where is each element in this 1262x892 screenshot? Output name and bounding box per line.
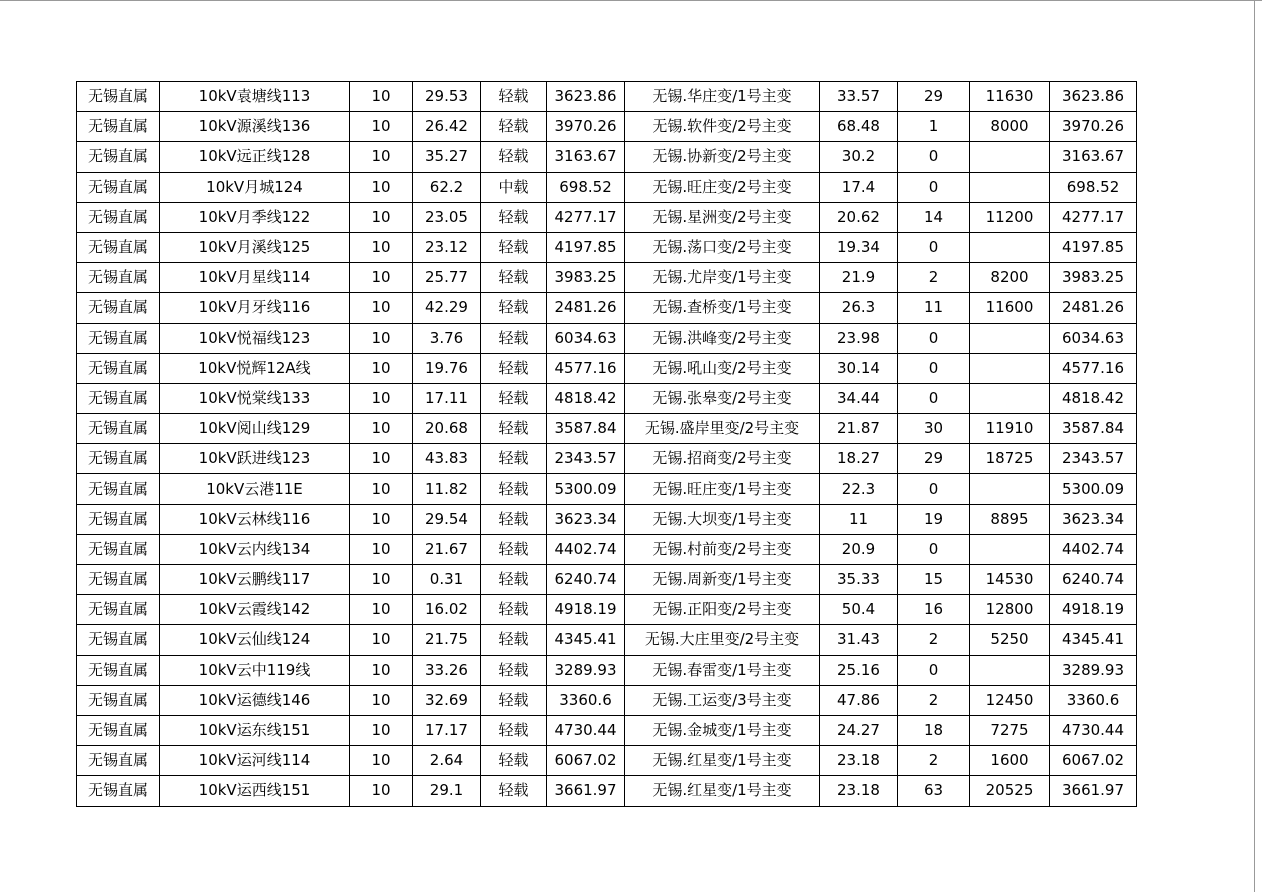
voltage-cell: 10	[350, 655, 413, 685]
transformer-cell: 无锡.大坝变/1号主变	[625, 504, 820, 534]
capacity-cell: 20525	[970, 776, 1050, 806]
company-cell: 无锡直属	[77, 293, 160, 323]
table-row	[77, 625, 1137, 655]
voltage-cell: 10	[350, 414, 413, 444]
count-cell: 0	[898, 353, 970, 383]
transformer-load-rate-cell: 19.34	[820, 232, 898, 262]
load-status-cell: 轻载	[481, 595, 547, 625]
voltage-cell: 10	[350, 383, 413, 413]
feeder-load-table	[76, 81, 1137, 807]
available-capacity-cell: 6240.74	[547, 565, 625, 595]
transformer-cell: 无锡.正阳变/2号主变	[625, 595, 820, 625]
load-rate-cell: 17.11	[413, 383, 481, 413]
load-rate-cell: 21.67	[413, 534, 481, 564]
transformer-cell: 无锡.大庄里变/2号主变	[625, 625, 820, 655]
remaining-capacity-cell: 3623.34	[1050, 504, 1137, 534]
load-status-cell: 轻载	[481, 323, 547, 353]
feeder-name-cell: 10kV悦棠线133	[160, 383, 350, 413]
available-capacity-cell: 3587.84	[547, 414, 625, 444]
transformer-cell: 无锡.洪峰变/2号主变	[625, 323, 820, 353]
available-capacity-cell: 3970.26	[547, 112, 625, 142]
available-capacity-cell: 3661.97	[547, 776, 625, 806]
available-capacity-cell: 4818.42	[547, 383, 625, 413]
remaining-capacity-cell: 3587.84	[1050, 414, 1137, 444]
available-capacity-cell: 4918.19	[547, 595, 625, 625]
capacity-cell: 8895	[970, 504, 1050, 534]
remaining-capacity-cell: 3661.97	[1050, 776, 1137, 806]
feeder-name-cell: 10kV云霞线142	[160, 595, 350, 625]
count-cell: 0	[898, 172, 970, 202]
transformer-cell: 无锡.软件变/2号主变	[625, 112, 820, 142]
voltage-cell: 10	[350, 746, 413, 776]
count-cell: 63	[898, 776, 970, 806]
capacity-cell	[970, 232, 1050, 262]
table-row	[77, 746, 1137, 776]
table-row	[77, 263, 1137, 293]
feeder-name-cell: 10kV月溪线125	[160, 232, 350, 262]
transformer-load-rate-cell: 35.33	[820, 565, 898, 595]
load-status-cell: 轻载	[481, 715, 547, 745]
voltage-cell: 10	[350, 293, 413, 323]
load-rate-cell: 35.27	[413, 142, 481, 172]
transformer-cell: 无锡.招商变/2号主变	[625, 444, 820, 474]
company-cell: 无锡直属	[77, 504, 160, 534]
table-row	[77, 82, 1137, 112]
table-row	[77, 142, 1137, 172]
feeder-name-cell: 10kV云内线134	[160, 534, 350, 564]
company-cell: 无锡直属	[77, 746, 160, 776]
feeder-name-cell: 10kV云仙线124	[160, 625, 350, 655]
transformer-load-rate-cell: 50.4	[820, 595, 898, 625]
remaining-capacity-cell: 6034.63	[1050, 323, 1137, 353]
company-cell: 无锡直属	[77, 444, 160, 474]
load-rate-cell: 19.76	[413, 353, 481, 383]
table-row	[77, 383, 1137, 413]
company-cell: 无锡直属	[77, 323, 160, 353]
table-row	[77, 112, 1137, 142]
load-rate-cell: 21.75	[413, 625, 481, 655]
count-cell: 0	[898, 655, 970, 685]
table-row	[77, 595, 1137, 625]
voltage-cell: 10	[350, 323, 413, 353]
table-row	[77, 565, 1137, 595]
count-cell: 0	[898, 232, 970, 262]
table-row	[77, 655, 1137, 685]
available-capacity-cell: 3289.93	[547, 655, 625, 685]
transformer-load-rate-cell: 23.18	[820, 746, 898, 776]
load-status-cell: 轻载	[481, 565, 547, 595]
company-cell: 无锡直属	[77, 655, 160, 685]
table-row	[77, 685, 1137, 715]
feeder-name-cell: 10kV悦福线123	[160, 323, 350, 353]
load-status-cell: 轻载	[481, 444, 547, 474]
load-rate-cell: 20.68	[413, 414, 481, 444]
load-rate-cell: 25.77	[413, 263, 481, 293]
feeder-name-cell: 10kV云港11E	[160, 474, 350, 504]
transformer-load-rate-cell: 30.14	[820, 353, 898, 383]
voltage-cell: 10	[350, 474, 413, 504]
count-cell: 29	[898, 444, 970, 474]
count-cell: 2	[898, 625, 970, 655]
transformer-load-rate-cell: 26.3	[820, 293, 898, 323]
transformer-load-rate-cell: 22.3	[820, 474, 898, 504]
load-status-cell: 轻载	[481, 353, 547, 383]
load-rate-cell: 43.83	[413, 444, 481, 474]
remaining-capacity-cell: 2343.57	[1050, 444, 1137, 474]
load-status-cell: 轻载	[481, 534, 547, 564]
feeder-name-cell: 10kV运河线114	[160, 746, 350, 776]
voltage-cell: 10	[350, 776, 413, 806]
available-capacity-cell: 3623.34	[547, 504, 625, 534]
available-capacity-cell: 6034.63	[547, 323, 625, 353]
company-cell: 无锡直属	[77, 595, 160, 625]
transformer-load-rate-cell: 18.27	[820, 444, 898, 474]
remaining-capacity-cell: 3623.86	[1050, 82, 1137, 112]
available-capacity-cell: 3623.86	[547, 82, 625, 112]
voltage-cell: 10	[350, 82, 413, 112]
capacity-cell: 11910	[970, 414, 1050, 444]
voltage-cell: 10	[350, 534, 413, 564]
company-cell: 无锡直属	[77, 625, 160, 655]
remaining-capacity-cell: 3360.6	[1050, 685, 1137, 715]
count-cell: 0	[898, 383, 970, 413]
company-cell: 无锡直属	[77, 172, 160, 202]
transformer-load-rate-cell: 21.9	[820, 263, 898, 293]
load-rate-cell: 29.53	[413, 82, 481, 112]
load-status-cell: 轻载	[481, 202, 547, 232]
transformer-load-rate-cell: 68.48	[820, 112, 898, 142]
available-capacity-cell: 4277.17	[547, 202, 625, 232]
remaining-capacity-cell: 4197.85	[1050, 232, 1137, 262]
count-cell: 1	[898, 112, 970, 142]
available-capacity-cell: 3163.67	[547, 142, 625, 172]
load-rate-cell: 29.1	[413, 776, 481, 806]
load-rate-cell: 26.42	[413, 112, 481, 142]
remaining-capacity-cell: 4345.41	[1050, 625, 1137, 655]
count-cell: 2	[898, 263, 970, 293]
load-rate-cell: 23.12	[413, 232, 481, 262]
voltage-cell: 10	[350, 202, 413, 232]
company-cell: 无锡直属	[77, 565, 160, 595]
remaining-capacity-cell: 4577.16	[1050, 353, 1137, 383]
company-cell: 无锡直属	[77, 112, 160, 142]
load-status-cell: 轻载	[481, 293, 547, 323]
capacity-cell: 11600	[970, 293, 1050, 323]
count-cell: 0	[898, 474, 970, 504]
company-cell: 无锡直属	[77, 414, 160, 444]
feeder-name-cell: 10kV云林线116	[160, 504, 350, 534]
voltage-cell: 10	[350, 625, 413, 655]
transformer-cell: 无锡.荡口变/2号主变	[625, 232, 820, 262]
transformer-cell: 无锡.盛岸里变/2号主变	[625, 414, 820, 444]
feeder-name-cell: 10kV悦辉12A线	[160, 353, 350, 383]
load-status-cell: 轻载	[481, 625, 547, 655]
count-cell: 0	[898, 534, 970, 564]
load-status-cell: 轻载	[481, 504, 547, 534]
count-cell: 2	[898, 685, 970, 715]
load-status-cell: 轻载	[481, 263, 547, 293]
load-rate-cell: 17.17	[413, 715, 481, 745]
company-cell: 无锡直属	[77, 82, 160, 112]
count-cell: 19	[898, 504, 970, 534]
company-cell: 无锡直属	[77, 353, 160, 383]
feeder-name-cell: 10kV阅山线129	[160, 414, 350, 444]
load-rate-cell: 0.31	[413, 565, 481, 595]
transformer-cell: 无锡.吼山变/2号主变	[625, 353, 820, 383]
transformer-cell: 无锡.红星变/1号主变	[625, 746, 820, 776]
feeder-name-cell: 10kV运东线151	[160, 715, 350, 745]
remaining-capacity-cell: 3970.26	[1050, 112, 1137, 142]
company-cell: 无锡直属	[77, 685, 160, 715]
remaining-capacity-cell: 4918.19	[1050, 595, 1137, 625]
remaining-capacity-cell: 3163.67	[1050, 142, 1137, 172]
transformer-load-rate-cell: 20.62	[820, 202, 898, 232]
capacity-cell	[970, 172, 1050, 202]
remaining-capacity-cell: 4402.74	[1050, 534, 1137, 564]
remaining-capacity-cell: 2481.26	[1050, 293, 1137, 323]
remaining-capacity-cell: 4277.17	[1050, 202, 1137, 232]
load-rate-cell: 11.82	[413, 474, 481, 504]
count-cell: 18	[898, 715, 970, 745]
table-row	[77, 232, 1137, 262]
feeder-name-cell: 10kV月牙线116	[160, 293, 350, 323]
capacity-cell: 12450	[970, 685, 1050, 715]
page-right-border	[1254, 0, 1255, 892]
table-row	[77, 444, 1137, 474]
feeder-name-cell: 10kV云鹏线117	[160, 565, 350, 595]
table-row	[77, 474, 1137, 504]
feeder-name-cell: 10kV月季线122	[160, 202, 350, 232]
company-cell: 无锡直属	[77, 534, 160, 564]
company-cell: 无锡直属	[77, 263, 160, 293]
transformer-cell: 无锡.红星变/1号主变	[625, 776, 820, 806]
count-cell: 29	[898, 82, 970, 112]
voltage-cell: 10	[350, 353, 413, 383]
count-cell: 0	[898, 323, 970, 353]
voltage-cell: 10	[350, 232, 413, 262]
voltage-cell: 10	[350, 595, 413, 625]
transformer-cell: 无锡.尤岸变/1号主变	[625, 263, 820, 293]
transformer-cell: 无锡.旺庄变/2号主变	[625, 172, 820, 202]
capacity-cell: 11200	[970, 202, 1050, 232]
transformer-cell: 无锡.旺庄变/1号主变	[625, 474, 820, 504]
load-status-cell: 轻载	[481, 474, 547, 504]
remaining-capacity-cell: 3983.25	[1050, 263, 1137, 293]
count-cell: 11	[898, 293, 970, 323]
transformer-load-rate-cell: 47.86	[820, 685, 898, 715]
company-cell: 无锡直属	[77, 383, 160, 413]
feeder-name-cell: 10kV远正线128	[160, 142, 350, 172]
available-capacity-cell: 698.52	[547, 172, 625, 202]
transformer-cell: 无锡.春雷变/1号主变	[625, 655, 820, 685]
load-rate-cell: 2.64	[413, 746, 481, 776]
company-cell: 无锡直属	[77, 202, 160, 232]
capacity-cell: 7275	[970, 715, 1050, 745]
count-cell: 16	[898, 595, 970, 625]
voltage-cell: 10	[350, 112, 413, 142]
available-capacity-cell: 4197.85	[547, 232, 625, 262]
load-rate-cell: 3.76	[413, 323, 481, 353]
transformer-cell: 无锡.工运变/3号主变	[625, 685, 820, 715]
load-rate-cell: 32.69	[413, 685, 481, 715]
feeder-name-cell: 10kV云中119线	[160, 655, 350, 685]
feeder-name-cell: 10kV源溪线136	[160, 112, 350, 142]
voltage-cell: 10	[350, 715, 413, 745]
voltage-cell: 10	[350, 444, 413, 474]
available-capacity-cell: 6067.02	[547, 746, 625, 776]
transformer-cell: 无锡.张皋变/2号主变	[625, 383, 820, 413]
feeder-name-cell: 10kV袁塘线113	[160, 82, 350, 112]
transformer-load-rate-cell: 31.43	[820, 625, 898, 655]
transformer-cell: 无锡.华庄变/1号主变	[625, 82, 820, 112]
table-row	[77, 172, 1137, 202]
table-row	[77, 293, 1137, 323]
voltage-cell: 10	[350, 504, 413, 534]
capacity-cell	[970, 474, 1050, 504]
remaining-capacity-cell: 3289.93	[1050, 655, 1137, 685]
available-capacity-cell: 2343.57	[547, 444, 625, 474]
transformer-load-rate-cell: 30.2	[820, 142, 898, 172]
capacity-cell	[970, 534, 1050, 564]
load-status-cell: 轻载	[481, 142, 547, 172]
capacity-cell: 8000	[970, 112, 1050, 142]
available-capacity-cell: 3983.25	[547, 263, 625, 293]
table-row	[77, 534, 1137, 564]
load-status-cell: 轻载	[481, 82, 547, 112]
remaining-capacity-cell: 6067.02	[1050, 746, 1137, 776]
company-cell: 无锡直属	[77, 715, 160, 745]
capacity-cell: 11630	[970, 82, 1050, 112]
load-status-cell: 轻载	[481, 776, 547, 806]
transformer-load-rate-cell: 34.44	[820, 383, 898, 413]
remaining-capacity-cell: 5300.09	[1050, 474, 1137, 504]
available-capacity-cell: 3360.6	[547, 685, 625, 715]
transformer-load-rate-cell: 23.18	[820, 776, 898, 806]
capacity-cell: 8200	[970, 263, 1050, 293]
capacity-cell	[970, 323, 1050, 353]
load-status-cell: 轻载	[481, 232, 547, 262]
capacity-cell	[970, 655, 1050, 685]
load-status-cell: 轻载	[481, 112, 547, 142]
transformer-load-rate-cell: 23.98	[820, 323, 898, 353]
feeder-name-cell: 10kV运西线151	[160, 776, 350, 806]
load-status-cell: 轻载	[481, 655, 547, 685]
table-row	[77, 715, 1137, 745]
capacity-cell	[970, 383, 1050, 413]
capacity-cell	[970, 353, 1050, 383]
load-status-cell: 轻载	[481, 746, 547, 776]
voltage-cell: 10	[350, 685, 413, 715]
available-capacity-cell: 4730.44	[547, 715, 625, 745]
table-row	[77, 353, 1137, 383]
company-cell: 无锡直属	[77, 232, 160, 262]
remaining-capacity-cell: 698.52	[1050, 172, 1137, 202]
load-rate-cell: 29.54	[413, 504, 481, 534]
count-cell: 30	[898, 414, 970, 444]
capacity-cell: 14530	[970, 565, 1050, 595]
capacity-cell: 5250	[970, 625, 1050, 655]
count-cell: 15	[898, 565, 970, 595]
transformer-load-rate-cell: 24.27	[820, 715, 898, 745]
load-rate-cell: 33.26	[413, 655, 481, 685]
available-capacity-cell: 4577.16	[547, 353, 625, 383]
transformer-load-rate-cell: 21.87	[820, 414, 898, 444]
transformer-cell: 无锡.星洲变/2号主变	[625, 202, 820, 232]
transformer-cell: 无锡.周新变/1号主变	[625, 565, 820, 595]
transformer-cell: 无锡.查桥变/1号主变	[625, 293, 820, 323]
company-cell: 无锡直属	[77, 776, 160, 806]
capacity-cell: 1600	[970, 746, 1050, 776]
voltage-cell: 10	[350, 565, 413, 595]
load-rate-cell: 42.29	[413, 293, 481, 323]
feeder-name-cell: 10kV运德线146	[160, 685, 350, 715]
table-row	[77, 414, 1137, 444]
transformer-load-rate-cell: 20.9	[820, 534, 898, 564]
available-capacity-cell: 4402.74	[547, 534, 625, 564]
load-status-cell: 轻载	[481, 383, 547, 413]
count-cell: 0	[898, 142, 970, 172]
company-cell: 无锡直属	[77, 142, 160, 172]
feeder-name-cell: 10kV跃进线123	[160, 444, 350, 474]
table-row	[77, 776, 1137, 806]
transformer-load-rate-cell: 25.16	[820, 655, 898, 685]
company-cell: 无锡直属	[77, 474, 160, 504]
load-rate-cell: 23.05	[413, 202, 481, 232]
feeder-name-cell: 10kV月城124	[160, 172, 350, 202]
remaining-capacity-cell: 4818.42	[1050, 383, 1137, 413]
capacity-cell: 18725	[970, 444, 1050, 474]
load-status-cell: 轻载	[481, 685, 547, 715]
transformer-load-rate-cell: 33.57	[820, 82, 898, 112]
load-status-cell: 中载	[481, 172, 547, 202]
count-cell: 14	[898, 202, 970, 232]
voltage-cell: 10	[350, 263, 413, 293]
feeder-name-cell: 10kV月星线114	[160, 263, 350, 293]
remaining-capacity-cell: 4730.44	[1050, 715, 1137, 745]
table-row	[77, 323, 1137, 353]
load-rate-cell: 62.2	[413, 172, 481, 202]
load-rate-cell: 16.02	[413, 595, 481, 625]
transformer-cell: 无锡.金城变/1号主变	[625, 715, 820, 745]
table-row	[77, 504, 1137, 534]
voltage-cell: 10	[350, 142, 413, 172]
transformer-load-rate-cell: 17.4	[820, 172, 898, 202]
available-capacity-cell: 2481.26	[547, 293, 625, 323]
count-cell: 2	[898, 746, 970, 776]
transformer-load-rate-cell: 11	[820, 504, 898, 534]
capacity-cell	[970, 142, 1050, 172]
transformer-cell: 无锡.协新变/2号主变	[625, 142, 820, 172]
page-top-border	[0, 0, 1262, 1]
available-capacity-cell: 4345.41	[547, 625, 625, 655]
table-row	[77, 202, 1137, 232]
load-status-cell: 轻载	[481, 414, 547, 444]
available-capacity-cell: 5300.09	[547, 474, 625, 504]
capacity-cell: 12800	[970, 595, 1050, 625]
transformer-cell: 无锡.村前变/2号主变	[625, 534, 820, 564]
voltage-cell: 10	[350, 172, 413, 202]
remaining-capacity-cell: 6240.74	[1050, 565, 1137, 595]
